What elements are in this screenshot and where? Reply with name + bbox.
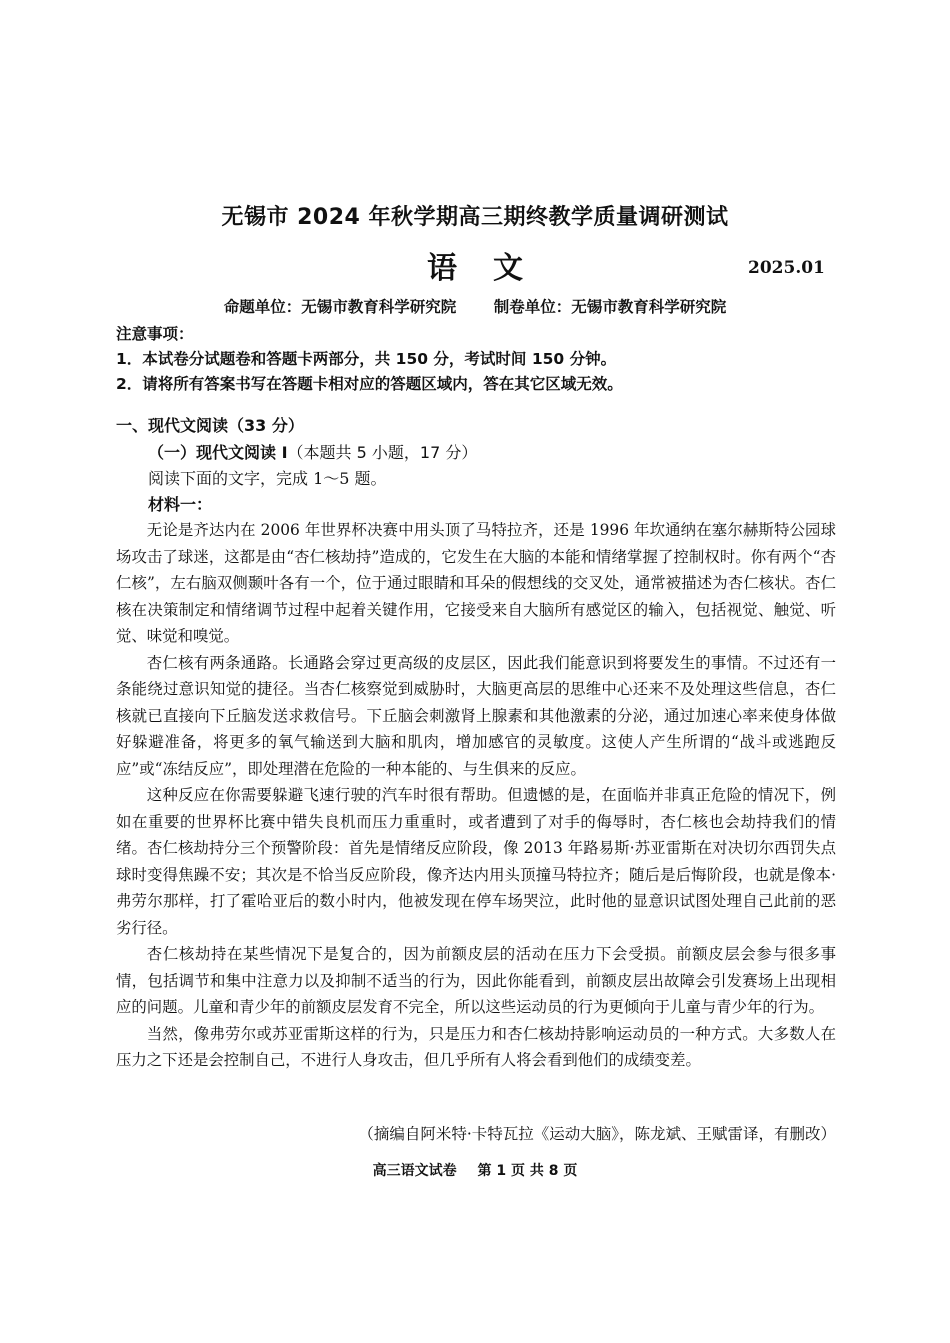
reading-instruction: 阅读下面的文字，完成 1～5 题。: [148, 469, 387, 488]
section-heading: 一、现代文阅读（33 分）: [116, 416, 304, 435]
production-unit: 制卷单位：无锡市教育科学研究院: [493, 298, 727, 316]
subject-title: 语文: [427, 251, 559, 286]
passage-paragraph: 这种反应在你需要躲避飞速行驶的汽车时很有帮助。但遗憾的是，在面临并非真正危险的情况下，例如在重要的世界杯比赛中错失良机而压力重重时，或者遭到了对手的侮辱时，杏仁核也会劫持我们的情绪。杏仁核劫持分三个预警阶段：首先是情绪反应阶段，像 2013 年路易斯·苏亚雷斯在对决切尔西罚失点球时变得焦躁不安；其次是不恰当反应阶段，像齐达内用头顶撞马特拉齐；随后是后悔阶段，也就是像本·弗劳尔那样，打了霍哈亚后的数小时内，他被发现在停车场哭泣，此时他的显意识试图处理自己此前的恶劣行径。: [116, 786, 836, 937]
passage-body: [116, 517, 836, 1074]
subsection-heading: [148, 440, 477, 463]
passage-paragraph: 无论是齐达内在 2006 年世界杯决赛中用头顶了马特拉齐，还是 1996 年坎通纳在塞尔赫斯特公园球场攻击了球迷，这都是由“杏仁核劫持”造成的，它发生在大脑的本能和情绪掌握了控制权时。你有两个“杏仁核”，左右脑双侧颞叶各有一个，位于通过眼睛和耳朵的假想线的交叉处，通常被描述为杏仁核状。杏仁核在决策制定和情绪调节过程中起着关键作用，它接受来自大脑所有感觉区的输入，包括视觉、触觉、听觉、味觉和嗅觉。: [116, 521, 836, 645]
notice-heading: 注意事项：: [116, 325, 194, 343]
subsection-note: （本题共 5 小题，17 分）: [287, 443, 478, 462]
source-citation: （摘编自阿米特·卡特瓦拉《运动大脑》，陈龙斌、王赋雷译，有删改）: [358, 1125, 836, 1143]
notice-item: 2．请将所有答案书写在答题卡相对应的答题区域内，答在其它区域无效。: [116, 375, 623, 393]
footer-paper-name: 高三语文试卷: [372, 1163, 457, 1179]
notice-block: [116, 322, 846, 397]
page-footer: [0, 1160, 950, 1180]
passage-paragraph: 当然，像弗劳尔或苏亚雷斯这样的行为，只是压力和杏仁核劫持影响运动员的一种方式。大多数人在压力之下还是会控制自己，不进行人身攻击，但几乎所有人将会看到他们的成绩变差。: [116, 1024, 836, 1069]
unit-line: [0, 295, 950, 317]
proposition-unit: 命题单位：无锡市教育科学研究院: [223, 298, 457, 316]
passage-paragraph: 杏仁核劫持在某些情况下是复合的，因为前额皮层的活动在压力下会受损。前额皮层会参与很多事情，包括调节和集中注意力以及抑制不适当的行为，因此你能看到，前额皮层出故障会引发赛场上出现相应的问题。儿童和青少年的前额皮层发育不完全，所以这些运动员的行为更倾向于儿童与青少年的行为。: [116, 945, 836, 1016]
footer-page-number: 第 1 页 共 8 页: [477, 1163, 578, 1179]
exam-title: 无锡市 2024 年秋学期高三期终教学质量调研测试: [221, 205, 729, 230]
material-label: 材料一：: [148, 495, 213, 514]
subsection-title: （一）现代文阅读 I: [148, 443, 288, 462]
exam-date: 2025.01: [748, 258, 825, 278]
notice-item: 1．本试卷分试题卷和答题卡两部分，共 150 分，考试时间 150 分钟。: [116, 350, 617, 368]
passage-paragraph: 杏仁核有两条通路。长通路会穿过更高级的皮层区，因此我们能意识到将要发生的事情。不过还有一条能绕过意识知觉的捷径。当杏仁核察觉到威胁时，大脑更高层的思维中心还来不及处理这些信息，杏仁核就已直接向下丘脑发送求救信号。下丘脑会刺激肾上腺素和其他激素的分泌，通过加速心率来使身体做好躲避准备，将更多的氧气输送到大脑和肌肉，增加感官的灵敏度。这使人产生所谓的“战斗或逃跑反应”或“冻结反应”，即处理潜在危险的一种本能的、与生俱来的反应。: [116, 653, 836, 778]
